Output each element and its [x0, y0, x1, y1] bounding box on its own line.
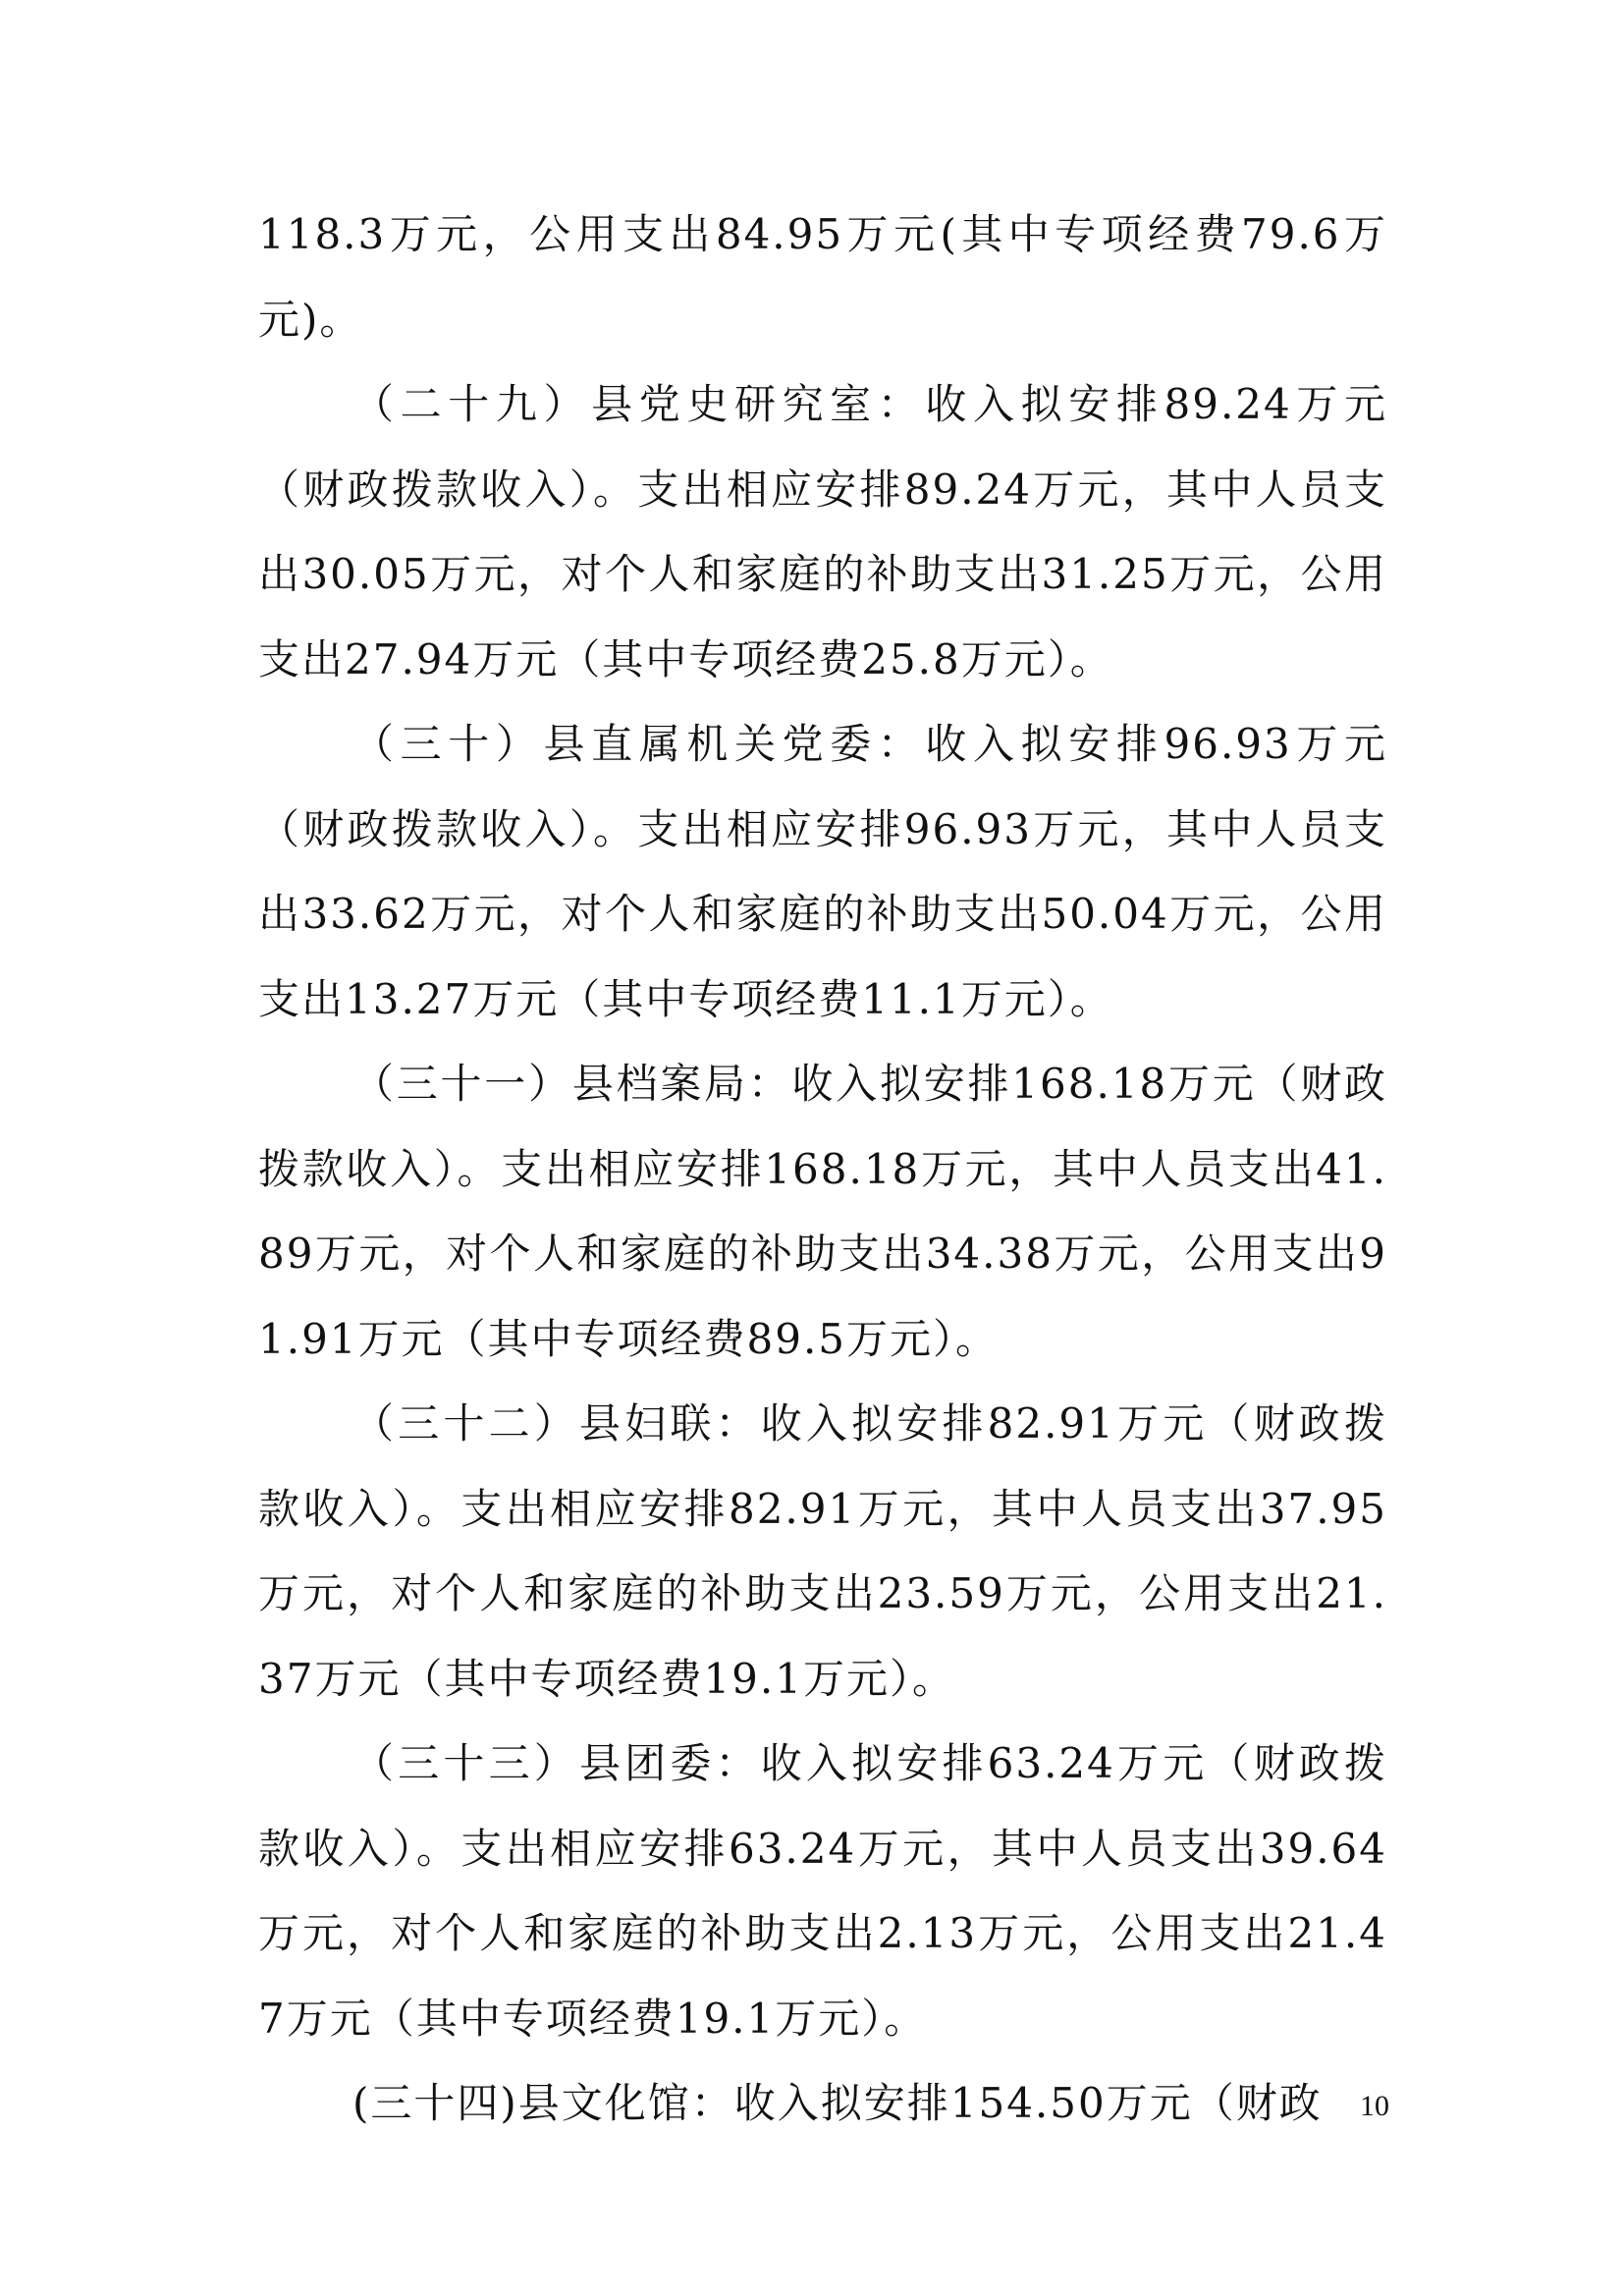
paragraph-direct-organs-party-committee: （三十）县直属机关党委：收入拟安排96.93万元（财政拨款收入）。支出相应安排96.93万元，其中人员支出33.62万元，对个人和家庭的补助支出50.04万元，公用支出13.27万元（其中专项经费11.1万元）。	[258, 720, 1387, 1023]
paragraph-continued-budget: 118.3万元，公用支出84.95万元(其中专项经费79.6万元)。	[258, 210, 1387, 344]
paragraph-archives-bureau: （三十一）县档案局：收入拟安排168.18万元（财政拨款收入）。支出相应安排168.18万元，其中人员支出41.89万元，对个人和家庭的补助支出34.38万元，公用支出91.91万元（其中专项经费89.5万元）。	[258, 1060, 1387, 1363]
paragraph-party-history-office: （二十九）县党史研究室：收入拟安排89.24万元（财政拨款收入）。支出相应安排89.24万元，其中人员支出30.05万元，对个人和家庭的补助支出31.25万元，公用支出27.94万元（其中专项经费25.8万元）。	[258, 380, 1387, 683]
paragraph-womens-federation: （三十二）县妇联：收入拟安排82.91万元（财政拨款收入）。支出相应安排82.91万元，其中人员支出37.95万元，对个人和家庭的补助支出23.59万元，公用支出21.37万元（其中专项经费19.1万元）。	[258, 1399, 1387, 1703]
document-body	[258, 192, 1387, 2147]
paragraph-cultural-center: (三十四)县文化馆：收入拟安排154.50万元（财政	[352, 2079, 1323, 2127]
page-number: 10	[1360, 2090, 1389, 2122]
paragraph-youth-league: （三十三）县团委：收入拟安排63.24万元（财政拨款收入）。支出相应安排63.24万元，其中人员支出39.64万元，对个人和家庭的补助支出2.13万元，公用支出21.47万元（其中专项经费19.1万元）。	[258, 1739, 1387, 2043]
